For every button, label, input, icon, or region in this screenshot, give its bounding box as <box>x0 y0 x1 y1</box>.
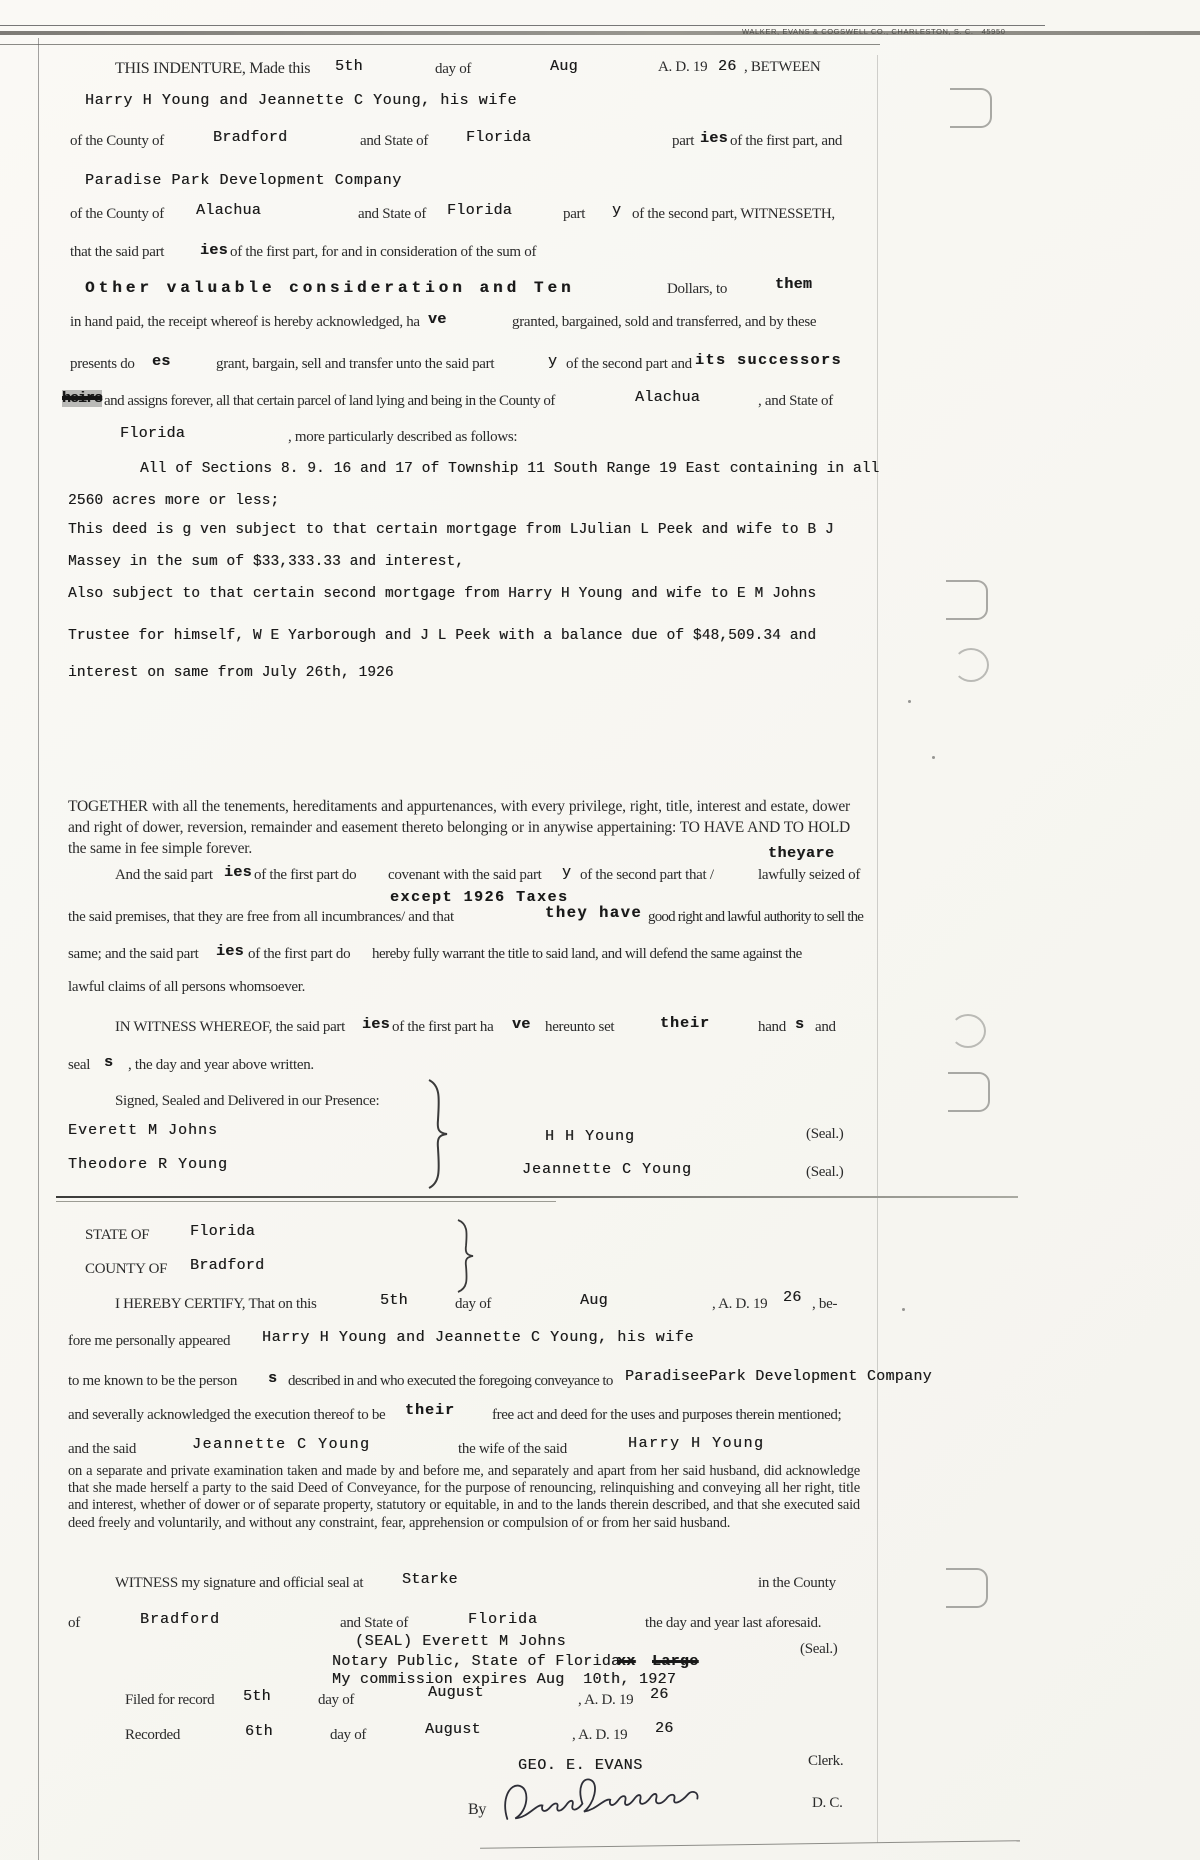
notary-title: Notary Public, State of Florida <box>332 1653 621 1670</box>
notary-commission: My commission expires Aug 10th, 1927 <box>332 1671 677 1688</box>
section-divider <box>56 1196 1018 1198</box>
acknowledged-text: and severally acknowledged the execution thereof to be <box>68 1407 386 1423</box>
ack-state: Florida <box>190 1223 256 1240</box>
seal-s: s <box>104 1054 114 1071</box>
except-taxes-text: except 1926 Taxes <box>390 889 569 906</box>
witness-their: their <box>660 1015 711 1032</box>
notary-struck-1: xx <box>617 1653 636 1670</box>
witnesseth-text: of the second part, WITNESSETH, <box>632 206 835 222</box>
notary-struck-2: Large <box>652 1653 699 1670</box>
right-margin-rule <box>877 55 878 1843</box>
filed-year: 26 <box>650 1686 669 1703</box>
filed-ad: , A. D. 19 <box>578 1692 634 1708</box>
witness-ve: ve <box>512 1016 531 1033</box>
witness-seal-text: WITNESS my signature and official seal at <box>115 1575 364 1591</box>
recorded-label: Recorded <box>125 1727 181 1743</box>
lawful-claims-text: lawful claims of all persons whomsoever. <box>68 979 306 995</box>
and-word: and <box>815 1019 836 1035</box>
header-rule-band <box>0 31 1200 35</box>
second-part-text: of the second part and <box>566 356 692 372</box>
filed-day-of: day of <box>318 1692 355 1708</box>
appeared-names: Harry H Young and Jeannette C Young, his wife <box>262 1329 695 1346</box>
grantor-state: Florida <box>466 129 532 146</box>
header-rule-top <box>0 25 1045 26</box>
conveyance-text: described in and who executed the foregoing conveyance to <box>288 1373 613 1389</box>
opening-ad: A. D. 19 <box>658 59 708 75</box>
seal-label-right: (Seal.) <box>800 1641 838 1657</box>
venue-brace <box>455 1218 477 1294</box>
of-label: of <box>68 1615 80 1631</box>
speck <box>902 1308 905 1311</box>
recorded-day-of: day of <box>330 1727 367 1743</box>
successors-text: its successors <box>695 352 843 369</box>
known-person-text: to me known to be the person <box>68 1373 238 1389</box>
covenant-y: y <box>562 864 572 881</box>
certify-day-of: day of <box>455 1296 492 1312</box>
warrant-text: hereby fully warrant the title to said land, and will defend the same against the <box>372 946 802 962</box>
hereunto-set: hereunto set <box>545 1019 615 1035</box>
day-year-aforesaid: the day and year last aforesaid. <box>645 1615 822 1631</box>
dc-label: D. C. <box>812 1795 843 1811</box>
grantee-part-suffix: y <box>612 202 622 219</box>
in-the-county-text: in the County <box>758 1575 836 1591</box>
legal-description-line-7: interest on same from July 26th, 1926 <box>68 665 394 681</box>
covenant-intro: And the said part <box>115 867 213 883</box>
good-right-text: good right and lawful authority to sell the <box>648 909 864 925</box>
and-state-of-label: and State of <box>340 1615 409 1631</box>
header-rule-bottom <box>0 44 880 45</box>
land-county: Alachua <box>635 389 701 406</box>
hand-s: s <box>795 1016 805 1033</box>
dollars-to-label: Dollars, to <box>667 281 728 297</box>
presents-text: presents do <box>70 356 135 372</box>
grantor-state-label: and State of <box>360 133 429 149</box>
and-the-said-label: and the said <box>68 1441 137 1457</box>
grant-y: y <box>548 353 558 370</box>
grantee-name: Paradise Park Development Company <box>85 172 402 189</box>
covenant-with-text: covenant with the said part <box>388 867 542 883</box>
certify-text: I HEREBY CERTIFY, That on this <box>115 1296 317 1312</box>
premises-text: the said premises, that they are free from all incumbrances/ and that <box>68 909 454 925</box>
left-margin-rule <box>38 38 39 1860</box>
grantor-part-word: part <box>672 133 695 149</box>
certify-month: Aug <box>580 1292 608 1309</box>
and-state-of: , and State of <box>758 393 833 409</box>
receipt-ve: ve <box>428 311 447 328</box>
legal-description-line-4: Massey in the sum of $33,333.33 and interest, <box>68 554 465 570</box>
legal-description-line-5: Also subject to that certain second mortgage from Harry H Young and wife to E M Johns <box>68 586 817 602</box>
opening-month: Aug <box>550 58 578 75</box>
speck <box>932 756 935 759</box>
legal-description-line-2: 2560 acres more or less; <box>68 493 280 509</box>
grant-text: grant, bargain, sell and transfer unto the said part <box>216 356 495 372</box>
recorded-month: August <box>425 1721 481 1738</box>
notary-place: Starke <box>402 1571 458 1588</box>
ack-grantee-name: ParadiseePark Development Company <box>625 1368 932 1385</box>
legal-description-line-1: All of Sections 8. 9. 16 and 17 of Township 11 South Range 19 East containing in all <box>140 461 880 477</box>
clerk-name: GEO. E. EVANS <box>518 1757 643 1774</box>
witness-signature-2: Theodore R Young <box>68 1156 229 1173</box>
recorded-ad: , A. D. 19 <box>572 1727 628 1743</box>
grantor-signature-2: Jeannette C Young <box>522 1161 693 1178</box>
in-witness-text: IN WITNESS WHEREOF, the said part <box>115 1019 345 1035</box>
state-of-label: STATE OF <box>85 1227 150 1243</box>
covenant-first-part-do: of the first part do <box>254 867 357 883</box>
certify-be: , be- <box>812 1296 838 1312</box>
habendum-paragraph: TOGETHER with all the tenements, hereditaments and appurtenances, with every privilege, right, title, interest and estate, dower and right of dower, reversion, remainder and easement thereto belonging or in anywise appertaining: TO HAVE AND TO HOLD the same in fee simple forever. <box>68 798 850 857</box>
notary-county: Bradford <box>140 1611 221 1628</box>
struck-heirs: heirs <box>62 390 103 407</box>
opening-day: 5th <box>335 58 363 75</box>
speck <box>908 700 911 703</box>
filed-day: 5th <box>243 1688 271 1705</box>
person-s: s <box>268 1370 278 1387</box>
recorded-day: 6th <box>245 1723 273 1740</box>
edge-mark <box>948 1072 990 1112</box>
legal-description-line-6: Trustee for himself, W E Yarborough and J L Peek with a balance due of $48,509.34 and <box>68 628 817 644</box>
receipt-text: in hand paid, the receipt whereof is hereby acknowledged, ha <box>70 314 420 330</box>
bottom-scan-line <box>480 1840 1020 1849</box>
granted-text: granted, bargained, sold and transferred, and by these <box>512 314 817 330</box>
grantee-part-word: part <box>563 206 586 222</box>
opening-day-of: day of <box>435 61 472 77</box>
witness-signature-1: Everett M Johns <box>68 1122 219 1139</box>
edge-mark <box>950 88 992 128</box>
free-act-text: free act and deed for the uses and purposes therein mentioned; <box>492 1407 842 1423</box>
ack-husband-name: Harry H Young <box>628 1435 765 1452</box>
filed-label: Filed for record <box>125 1692 215 1708</box>
grantee-state-label: and State of <box>358 206 427 222</box>
examination-paragraph: on a separate and private examination taken and made by and before me, and separately and apart from her said husband, did acknowledge that she made herself a party to the said Deed of Conveyance, for the purpose of renouncing, relinquishing and conveying all her right, title and interest, whether of dower or of separate property, statutory or equitable, in and to the lands therein described, and that she executed said deed freely and voluntarily, and without any constraint, fear, apprehension or compulsion of or from her said husband. <box>68 1463 860 1531</box>
opening-year: 26 <box>718 58 737 75</box>
notary-state: Florida <box>468 1611 539 1628</box>
printer-mark: WALKER, EVANS & COGSWELL CO., CHARLESTON, S. C. 45950 <box>742 27 1006 36</box>
grantor-first-part-text: of the first part, and <box>730 133 843 149</box>
seal-label-2: (Seal.) <box>806 1164 844 1180</box>
consideration-intro: that the said part <box>70 244 165 260</box>
notary-seal-note: (SEAL) Everett M Johns <box>355 1633 567 1650</box>
grantee-county-label: of the County of <box>70 206 164 222</box>
day-year-written: , the day and year above written. <box>128 1057 314 1073</box>
they-have-text: they have <box>545 904 643 922</box>
edge-mark <box>950 1014 986 1048</box>
certify-day: 5th <box>380 1292 408 1309</box>
covenant-that-slash: of the second part that / <box>580 867 714 883</box>
clerk-label: Clerk. <box>808 1753 844 1769</box>
witness-ies: ies <box>362 1016 390 1033</box>
dollars-to-whom: them <box>775 276 813 293</box>
opening-between: , BETWEEN <box>744 59 821 75</box>
ack-wife-name: Jeannette C Young <box>192 1436 371 1453</box>
witness-ha: of the first part ha <box>392 1019 494 1035</box>
interlined-theyare: theyare <box>768 845 835 862</box>
by-label: By <box>468 1801 487 1818</box>
legal-description-line-3: This deed is g ven subject to that certain mortgage from LJulian L Peek and wife to B J <box>68 522 834 538</box>
consideration-intro-2: of the first part, for and in consideration of the sum of <box>230 244 537 260</box>
certify-ad: , A. D. 19 <box>712 1296 768 1312</box>
land-state: Florida <box>120 425 186 442</box>
ack-county: Bradford <box>190 1257 265 1274</box>
presence-text: Signed, Sealed and Delivered in our Presence: <box>115 1093 380 1109</box>
edge-mark <box>953 648 989 682</box>
described-as-follows: , more particularly described as follows: <box>288 429 518 445</box>
signature-brace <box>425 1078 451 1190</box>
lawfully-seized-text: lawfully seized of <box>758 867 861 883</box>
warrant-do: of the first part do <box>248 946 351 962</box>
seal-word: seal <box>68 1057 91 1073</box>
appeared-label: fore me personally appeared <box>68 1333 231 1349</box>
grantor-county: Bradford <box>213 129 288 146</box>
grantee-state: Florida <box>447 202 513 219</box>
seal-label-1: (Seal.) <box>806 1126 844 1142</box>
county-of-label: COUNTY OF <box>85 1261 168 1277</box>
consideration-amount: Other valuable consideration and Ten <box>85 279 575 297</box>
warrant-intro: same; and the said part <box>68 946 199 962</box>
opening-clause: THIS INDENTURE, Made this <box>115 60 311 77</box>
grantee-county: Alachua <box>196 202 262 219</box>
grantor-part-suffix: ies <box>700 130 728 147</box>
grantor-county-label: of the County of <box>70 133 164 149</box>
warrant-ies: ies <box>216 943 244 960</box>
certify-year: 26 <box>783 1289 802 1306</box>
filed-month: August <box>428 1684 484 1701</box>
assigns-text: and assigns forever, all that certain parcel of land lying and being in the County of <box>104 393 555 409</box>
edge-mark <box>946 580 988 620</box>
covenant-ies: ies <box>224 864 252 881</box>
grantor-signature-1: H H Young <box>545 1128 636 1145</box>
hand-word: hand <box>758 1019 786 1035</box>
grantor-names: Harry H Young and Jeannette C Young, his wife <box>85 92 518 109</box>
presents-es: es <box>152 353 171 370</box>
consideration-ies: ies <box>200 242 228 259</box>
recorded-year: 26 <box>655 1720 674 1737</box>
section-divider-echo <box>56 1201 556 1202</box>
edge-mark <box>946 1568 988 1608</box>
ack-their: their <box>405 1402 456 1419</box>
wife-of-said-label: the wife of the said <box>458 1441 567 1457</box>
